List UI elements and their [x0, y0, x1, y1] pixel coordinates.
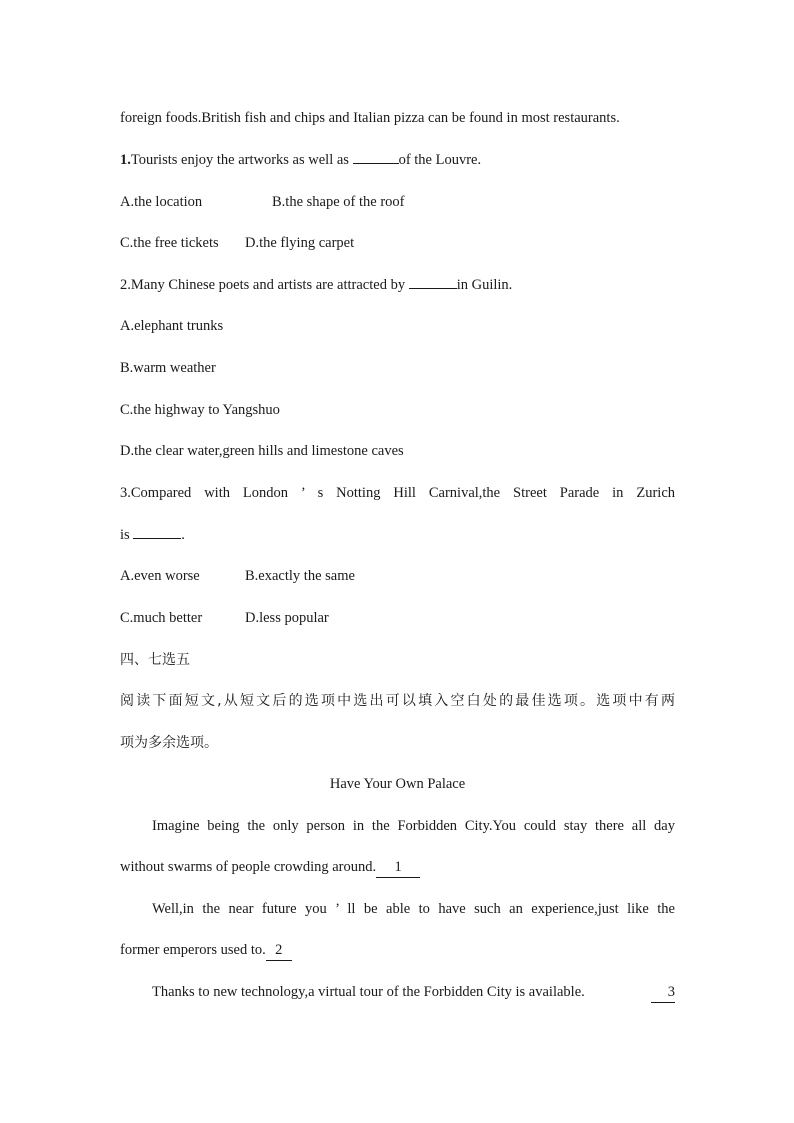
paragraph-1-text: without swarms of people crowding around.	[120, 859, 377, 875]
question-2-text-before: 2.Many Chinese poets and artists are attracted by	[120, 277, 409, 293]
question-2-option-d: D.the clear water,green hills and limestone caves	[120, 443, 404, 459]
blank-2: 2	[266, 940, 292, 961]
section-instruction-line-2: 项为多余选项。	[120, 735, 218, 751]
question-1-number: 1.	[120, 152, 131, 168]
article-title: Have Your Own Palace	[329, 776, 466, 792]
question-1-option-a: A.the location	[120, 194, 203, 210]
question-2-option-c: C.the highway to Yangshuo	[120, 402, 280, 418]
question-1-option-b: B.the shape of the roof	[272, 194, 405, 210]
question-2-blank	[409, 288, 457, 289]
question-1-text-after: of the Louvre.	[398, 152, 482, 168]
question-1-option-c: C.the free tickets	[120, 235, 219, 251]
paragraph-2-line-2	[120, 940, 675, 961]
question-3-option-b: B.exactly the same	[245, 568, 355, 584]
question-3-text-before: is	[120, 527, 134, 543]
blank-1: 1	[376, 857, 420, 878]
question-2-option-a: A.elephant trunks	[120, 318, 224, 334]
passage-line: foreign foods.British fish and chips and Italian pizza can be found in most restaurants.	[120, 110, 620, 126]
question-2-option-b: B.warm weather	[120, 360, 216, 376]
question-3-line-2	[120, 525, 675, 545]
question-3-option-d: D.less popular	[245, 610, 329, 626]
question-3-option-c: C.much better	[120, 610, 203, 626]
question-1-text-before: Tourists enjoy the artworks as well as	[130, 152, 353, 168]
question-3-line-1: 3.Compared with London ’ s Notting Hill Carnival,the Street Parade in Zurich	[120, 485, 675, 501]
paragraph-3-text: Thanks to new technology,a virtual tour of the Forbidden City is available.	[152, 984, 585, 1000]
paragraph-3-line-1	[152, 982, 675, 1003]
question-2-text-after: in Guilin.	[456, 277, 513, 293]
blank-3: 3	[651, 982, 675, 1003]
question-1-blank	[353, 163, 399, 164]
question-3-option-a: A.even worse	[120, 568, 200, 584]
paragraph-1-line-1: Imagine being the only person in the Forbidden City.You could stay there all day	[152, 818, 675, 834]
paragraph-2-text: former emperors used to.	[120, 942, 266, 958]
section-instruction-line-1: 阅读下面短文,从短文后的选项中选出可以填入空白处的最佳选项。选项中有两	[120, 693, 675, 709]
question-3-text-after: .	[181, 527, 185, 543]
question-2	[120, 275, 675, 295]
paragraph-1-line-2	[120, 857, 675, 878]
question-1	[120, 150, 675, 170]
section-heading: 四、七选五	[120, 652, 190, 668]
paragraph-2-line-1: Well,in the near future you ’ ll be able to have such an experience,just like the	[152, 901, 675, 917]
question-3-blank	[133, 538, 181, 539]
question-1-option-d: D.the flying carpet	[245, 235, 355, 251]
